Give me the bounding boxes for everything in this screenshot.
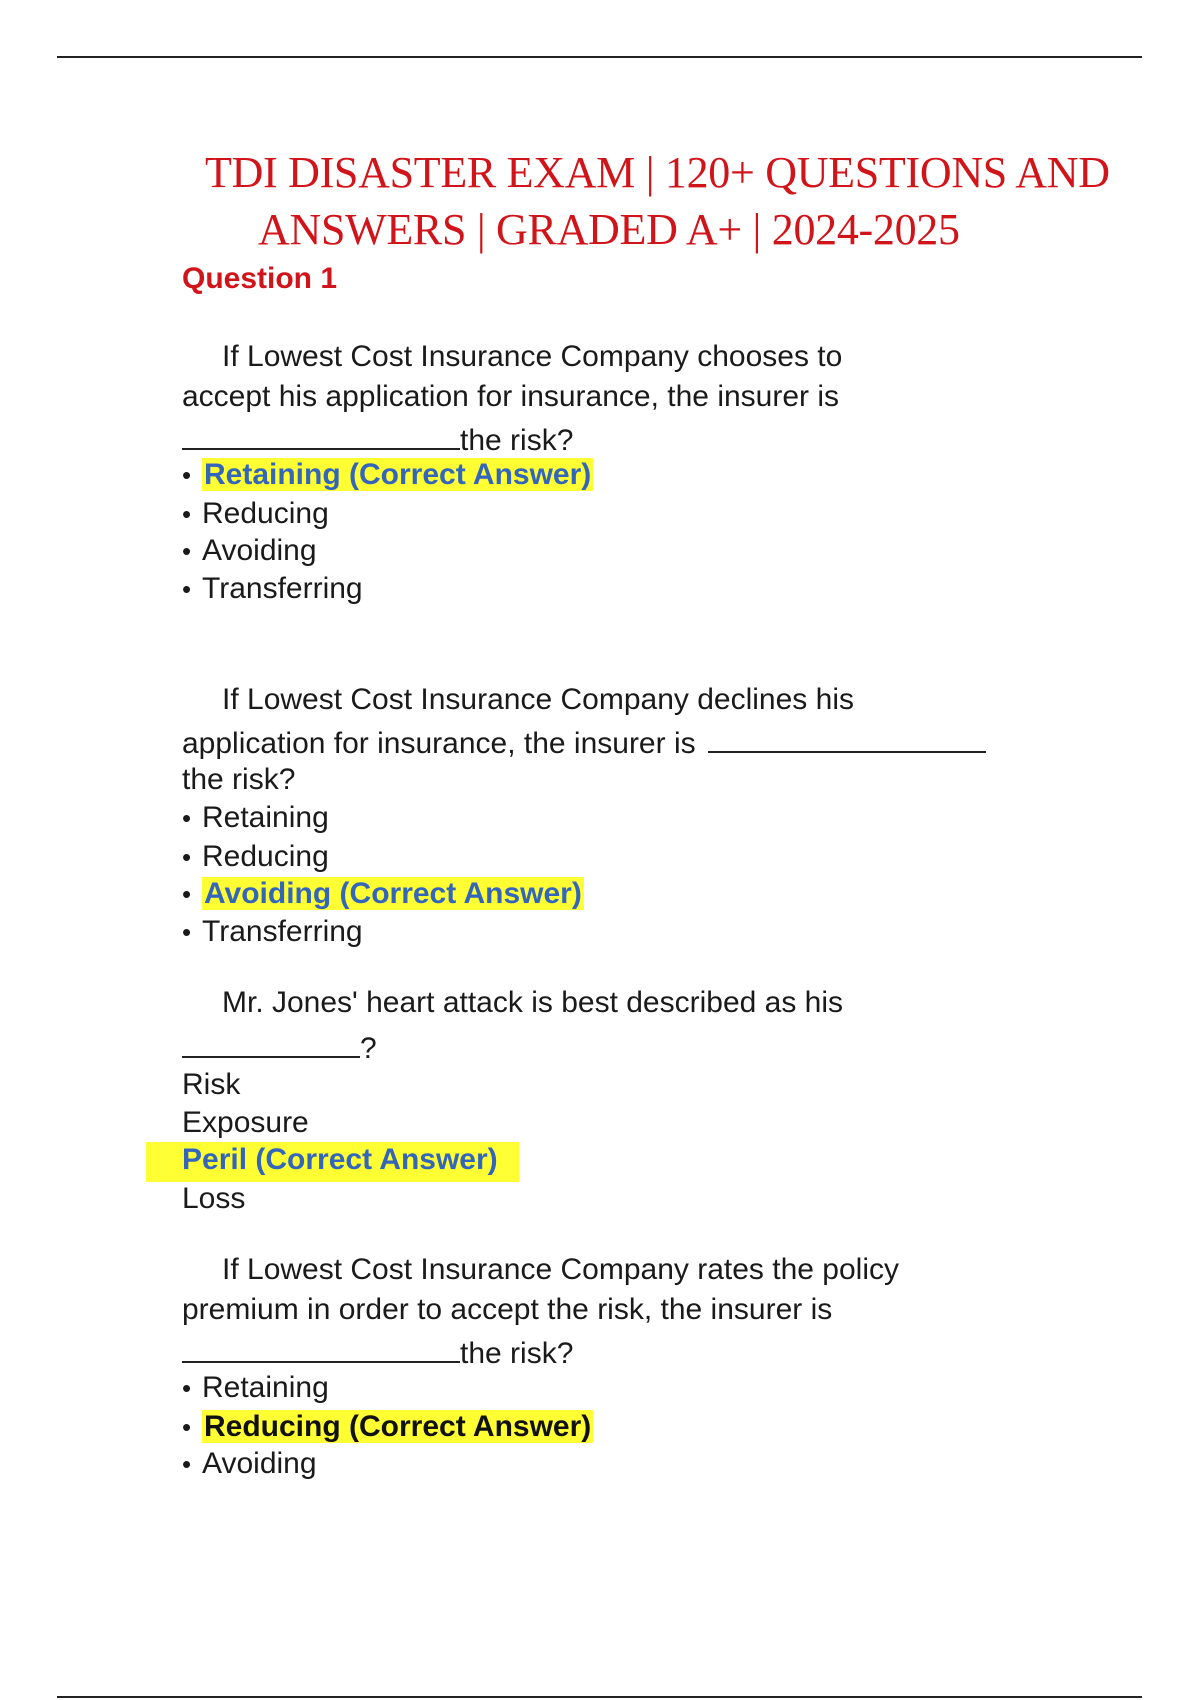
option-item [182,1408,593,1446]
question-text: application for insurance, the insurer is [182,727,696,760]
question-text-line [182,721,986,763]
option-item [182,1369,329,1407]
option-item: Loss [182,1182,246,1215]
question-text-line: If Lowest Cost Insurance Company rates the policy [222,1253,899,1286]
option-item [182,532,317,570]
bullet-icon: • [182,1373,192,1403]
correct-answer-option: Reducing (Correct Answer) [204,1410,592,1443]
bullet-icon: • [182,842,192,872]
correct-answer-option: Retaining (Correct Answer) [204,458,592,491]
question-text-line: If Lowest Cost Insurance Company chooses to [222,340,843,373]
option-item [182,875,584,913]
question-suffix: the risk? [460,1337,574,1370]
bullet-icon: • [182,1412,192,1442]
answer-blank [182,1331,460,1363]
bullet-icon: • [182,460,192,490]
option-item [182,1445,317,1483]
bullet-icon: • [182,1449,192,1479]
option-label: Retaining [202,1371,329,1404]
option-label: Avoiding [202,1447,317,1480]
question-text-line [182,418,573,460]
title-line-2: ANSWERS | GRADED A+ | 2024-2025 [258,205,960,254]
option-item: Risk [182,1068,241,1101]
question-text-line: accept his application for insurance, the insurer is [182,380,840,413]
bullet-icon: • [182,499,192,529]
question-text-line [182,1026,377,1068]
answer-blank [182,418,460,450]
bullet-icon: • [182,803,192,833]
question-text-line [182,1331,573,1373]
bottom-rule [57,1696,1142,1698]
answer-blank [182,1026,360,1058]
option-item [182,913,363,951]
question-heading: Question 1 [182,262,338,295]
question-text-line: premium in order to accept the risk, the insurer is [182,1293,833,1326]
option-label: Reducing [202,840,329,873]
option-label: Avoiding [202,534,317,567]
option-item [182,570,363,608]
question-text-line: the risk? [182,763,296,796]
option-item [182,799,329,837]
option-label: Retaining [202,801,329,834]
option-item: Exposure [182,1106,309,1139]
title-line-1: TDI DISASTER EXAM | 120+ QUESTIONS AND [205,148,1110,197]
question-suffix: the risk? [460,424,574,457]
question-suffix: ? [360,1032,377,1065]
bullet-icon: • [182,879,192,909]
option-label: Transferring [202,915,363,948]
answer-blank [708,721,986,753]
correct-answer-option: Avoiding (Correct Answer) [204,877,582,910]
bullet-icon: • [182,574,192,604]
question-text-line: If Lowest Cost Insurance Company declines his [222,683,854,716]
bullet-icon: • [182,917,192,947]
correct-answer-option: Peril (Correct Answer) [182,1143,498,1176]
bullet-icon: • [182,536,192,566]
option-label: Transferring [202,572,363,605]
option-item [182,456,593,494]
option-item [182,838,329,876]
top-rule [57,56,1142,58]
option-item [182,495,329,533]
option-label: Reducing [202,497,329,530]
question-text-line: Mr. Jones' heart attack is best described as his [222,986,844,1019]
